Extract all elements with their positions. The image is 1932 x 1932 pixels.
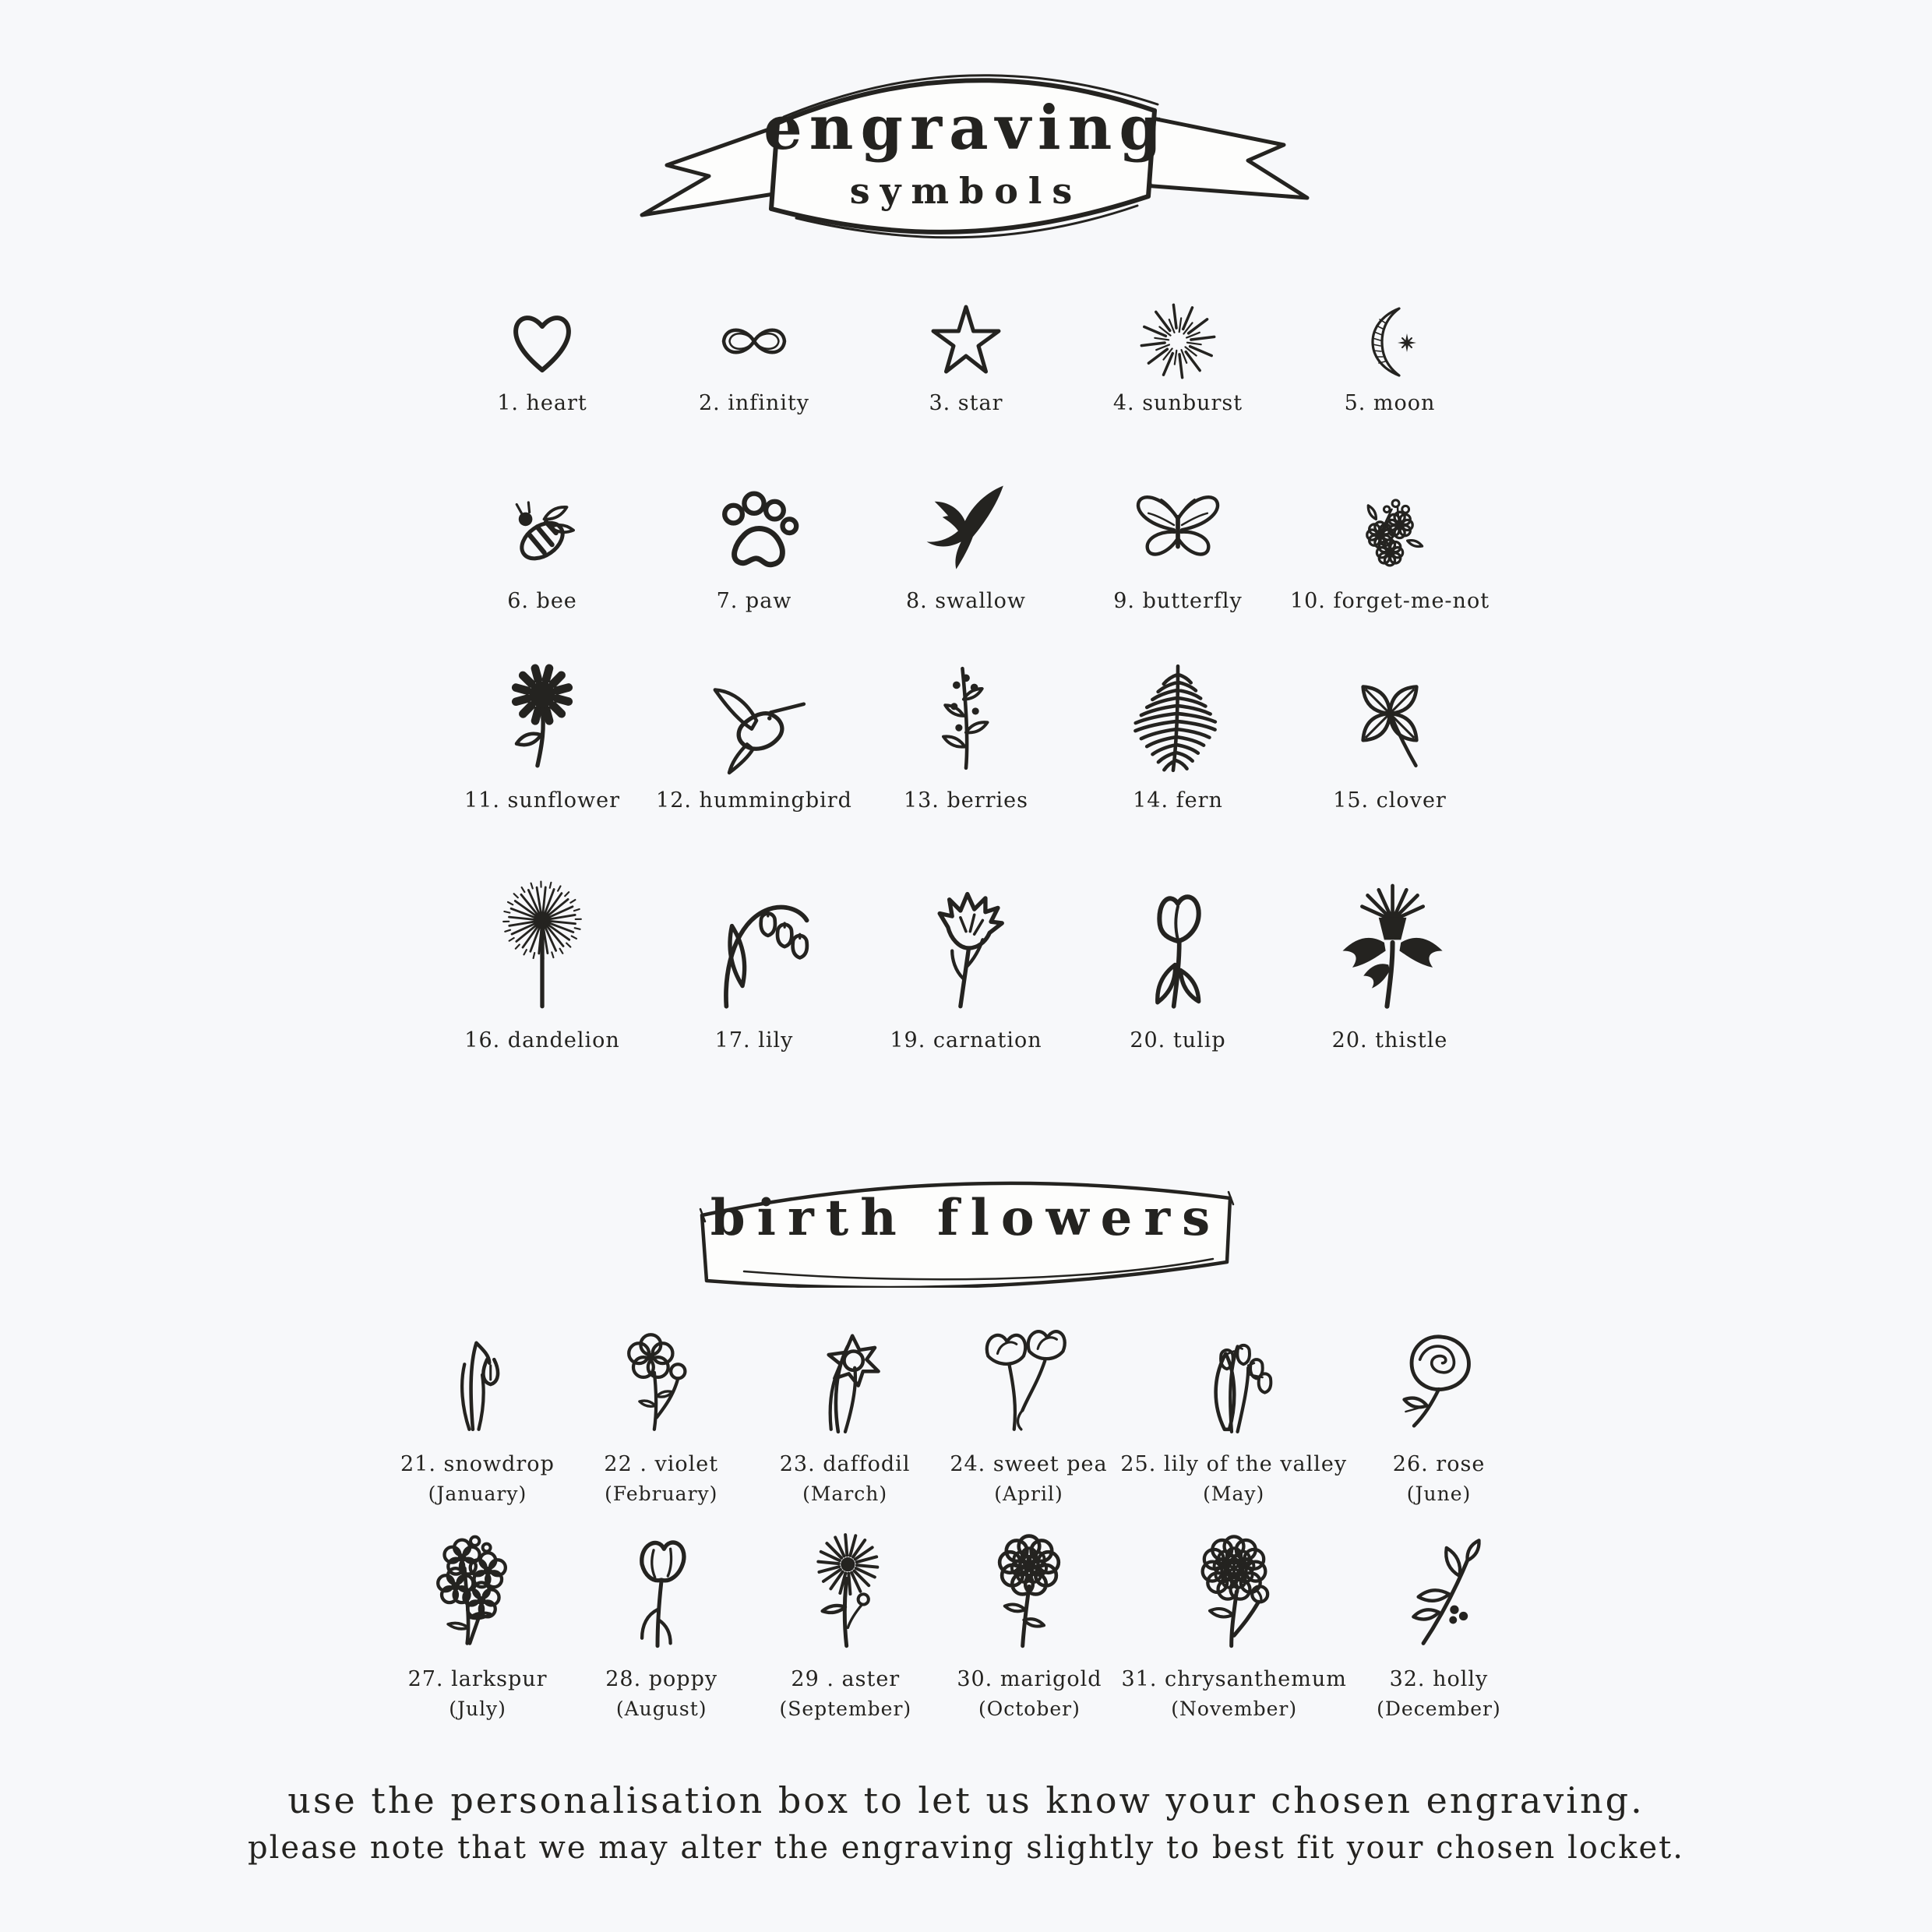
symbols-row-4 bbox=[436, 879, 1496, 1052]
item-month-label: (November) bbox=[1171, 1698, 1298, 1720]
holly-item bbox=[1347, 1527, 1531, 1720]
bee-item bbox=[436, 480, 648, 613]
lily-of-the-valley-icon bbox=[1175, 1323, 1293, 1441]
item-label: 28. poppy bbox=[605, 1667, 718, 1691]
sunburst-icon bbox=[1139, 302, 1217, 380]
banner-title: engraving bbox=[763, 93, 1169, 164]
bee-icon bbox=[493, 480, 591, 578]
lily-item bbox=[648, 879, 860, 1052]
item-label: 12. hummingbird bbox=[656, 788, 852, 813]
item-label: 4. sunburst bbox=[1112, 391, 1243, 415]
heart-icon bbox=[503, 302, 581, 380]
tulip-icon bbox=[1109, 879, 1247, 1017]
item-label: 17. lily bbox=[714, 1028, 794, 1052]
item-month-label: (September) bbox=[779, 1698, 912, 1720]
footer-note-primary: use the personalisation box to let us know your chosen engraving. bbox=[287, 1779, 1645, 1821]
item-month-label: (August) bbox=[615, 1698, 707, 1720]
item-month-label: (April) bbox=[994, 1482, 1063, 1505]
paw-item bbox=[648, 480, 860, 613]
infinity-icon bbox=[715, 302, 793, 380]
item-month-label: (June) bbox=[1406, 1482, 1472, 1505]
item-label: 9. butterfly bbox=[1113, 589, 1243, 613]
item-label: 5. moon bbox=[1344, 391, 1436, 415]
item-label: 24. sweet pea bbox=[950, 1452, 1108, 1476]
carnation-item bbox=[860, 879, 1072, 1052]
rose-icon bbox=[1380, 1323, 1498, 1441]
paw-icon bbox=[705, 480, 803, 578]
item-label: 15. clover bbox=[1333, 788, 1447, 813]
item-label: 1. heart bbox=[497, 391, 587, 415]
butterfly-icon bbox=[1129, 480, 1227, 578]
item-label: 10. forget-me-not bbox=[1289, 589, 1490, 613]
swallow-icon bbox=[917, 480, 1015, 578]
birth-flowers-row-1 bbox=[386, 1323, 1531, 1505]
poppy-item bbox=[569, 1527, 753, 1720]
item-month-label: (May) bbox=[1203, 1482, 1265, 1505]
item-label: 29 . aster bbox=[791, 1667, 901, 1691]
violet-icon bbox=[602, 1323, 721, 1441]
sunburst-item bbox=[1072, 302, 1284, 415]
moon-icon bbox=[1351, 302, 1429, 380]
carnation-icon bbox=[897, 879, 1035, 1017]
butterfly-item bbox=[1072, 480, 1284, 613]
engraving-symbols-banner bbox=[592, 31, 1340, 242]
item-month-label: (February) bbox=[605, 1482, 718, 1505]
item-label: 14. fern bbox=[1133, 788, 1223, 813]
larkspur-item bbox=[386, 1527, 569, 1720]
infinity-item bbox=[648, 302, 860, 415]
item-label: 11. sunflower bbox=[464, 788, 621, 813]
hummingbird-item bbox=[648, 659, 860, 813]
birth-flowers-title: birth flowers bbox=[710, 1189, 1222, 1247]
item-label: 25. lily of the valley bbox=[1120, 1452, 1348, 1476]
banner-subtitle: symbols bbox=[849, 170, 1083, 212]
item-label: 16. dandelion bbox=[464, 1028, 620, 1052]
dandelion-item bbox=[436, 879, 648, 1052]
item-label: 20. thistle bbox=[1331, 1028, 1448, 1052]
thistle-icon bbox=[1320, 879, 1459, 1017]
hummingbird-icon bbox=[695, 659, 813, 777]
item-month-label: (March) bbox=[802, 1482, 888, 1505]
tulip-item bbox=[1072, 879, 1284, 1052]
chrysanthemum-item bbox=[1122, 1527, 1347, 1720]
symbols-row-3 bbox=[436, 659, 1496, 813]
sunflower-icon bbox=[483, 659, 601, 777]
item-month-label: (July) bbox=[449, 1698, 506, 1720]
aster-icon bbox=[781, 1527, 910, 1656]
poppy-icon bbox=[597, 1527, 726, 1656]
item-label: 30. marigold bbox=[957, 1667, 1102, 1691]
swallow-item bbox=[860, 480, 1072, 613]
forget-me-not-item bbox=[1284, 480, 1496, 613]
item-label: 32. holly bbox=[1389, 1667, 1489, 1691]
item-label: 13. berries bbox=[903, 788, 1029, 813]
heart-item bbox=[436, 302, 648, 415]
item-label: 8. swallow bbox=[905, 589, 1027, 613]
footer-note-secondary: please note that we may alter the engraving slightly to best fit your chosen locket. bbox=[248, 1830, 1684, 1866]
item-month-label: (January) bbox=[428, 1482, 527, 1505]
thistle-item bbox=[1284, 879, 1496, 1052]
item-month-label: (December) bbox=[1377, 1698, 1501, 1720]
marigold-icon bbox=[964, 1527, 1094, 1656]
fern-icon bbox=[1119, 659, 1237, 777]
holly-icon bbox=[1374, 1527, 1504, 1656]
berries-item bbox=[860, 659, 1072, 813]
item-label: 31. chrysanthemum bbox=[1121, 1667, 1347, 1691]
symbols-row-2 bbox=[436, 480, 1496, 613]
star-item bbox=[860, 302, 1072, 415]
item-label: 21. snowdrop bbox=[400, 1452, 555, 1476]
daffodil-item bbox=[753, 1323, 937, 1505]
snowdrop-icon bbox=[418, 1323, 537, 1441]
item-label: 26. rose bbox=[1392, 1452, 1486, 1476]
birth-flowers-banner bbox=[689, 1167, 1243, 1288]
item-label: 2. infinity bbox=[698, 391, 810, 415]
item-label: 20. tulip bbox=[1130, 1028, 1226, 1052]
sunflower-item bbox=[436, 659, 648, 813]
lily-of-the-valley-item bbox=[1120, 1323, 1347, 1505]
moon-item bbox=[1284, 302, 1496, 415]
clover-item bbox=[1284, 659, 1496, 813]
item-label: 6. bee bbox=[507, 589, 577, 613]
item-label: 23. daffodil bbox=[779, 1452, 911, 1476]
forget-me-not-icon bbox=[1341, 480, 1439, 578]
sweet-pea-item bbox=[937, 1323, 1121, 1505]
item-label: 3. star bbox=[929, 391, 1003, 415]
berries-icon bbox=[907, 659, 1025, 777]
dandelion-icon bbox=[473, 879, 612, 1017]
item-label: 27. larkspur bbox=[407, 1667, 548, 1691]
larkspur-icon bbox=[413, 1527, 542, 1656]
sweet-pea-icon bbox=[969, 1323, 1088, 1441]
item-label: 7. paw bbox=[716, 589, 792, 613]
symbols-row-1 bbox=[436, 302, 1496, 415]
daffodil-icon bbox=[786, 1323, 904, 1441]
item-label: 22 . violet bbox=[604, 1452, 719, 1476]
star-icon bbox=[927, 302, 1005, 380]
item-label: 19. carnation bbox=[890, 1028, 1042, 1052]
marigold-item bbox=[937, 1527, 1121, 1720]
lily-icon bbox=[685, 879, 823, 1017]
snowdrop-item bbox=[386, 1323, 569, 1505]
clover-icon bbox=[1331, 659, 1449, 777]
birth-flowers-row-2 bbox=[386, 1527, 1531, 1720]
fern-item bbox=[1072, 659, 1284, 813]
rose-item bbox=[1347, 1323, 1531, 1505]
aster-item bbox=[753, 1527, 937, 1720]
violet-item bbox=[569, 1323, 753, 1505]
chrysanthemum-icon bbox=[1169, 1527, 1299, 1656]
item-month-label: (October) bbox=[978, 1698, 1081, 1720]
